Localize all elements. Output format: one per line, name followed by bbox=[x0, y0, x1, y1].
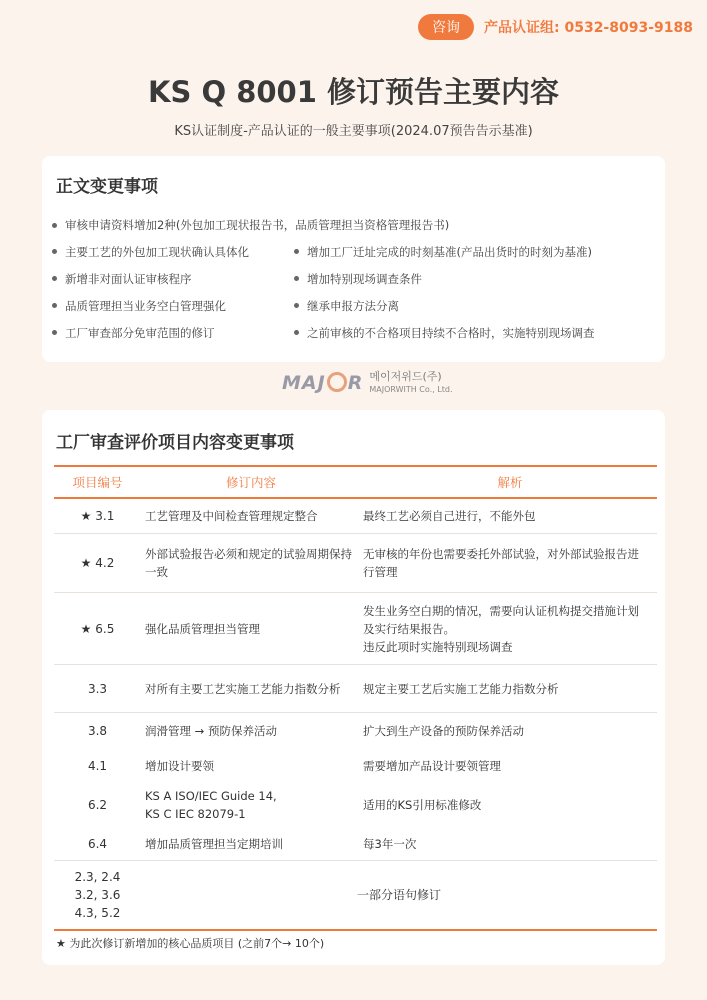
table-row bbox=[54, 861, 657, 929]
audit-changes-card bbox=[42, 410, 665, 965]
list-item: 新增非对面认证审核程序 bbox=[52, 265, 294, 292]
item-code: 6.2 bbox=[87, 798, 108, 812]
bullet-dot-icon bbox=[294, 330, 299, 335]
table-row bbox=[54, 534, 657, 593]
table-footnote: ★ 为此次修订新增加的核心品质项目 (之前7个→ 10个) bbox=[54, 929, 657, 955]
bullet-dot-icon bbox=[294, 303, 299, 308]
table-header bbox=[54, 465, 657, 499]
consult-button[interactable]: 咨询 bbox=[418, 14, 474, 40]
list-item: 审核申请资料增加2种(外包加工现状报告书，品质管理担当资格管理报告书) bbox=[52, 212, 657, 238]
item-content: 润滑管理 → 预防保养活动 bbox=[145, 723, 277, 738]
column-header: 解析 bbox=[497, 475, 523, 490]
item-content: 增加品质管理担当定期培训 bbox=[145, 836, 283, 851]
bullet-dot-icon bbox=[52, 276, 57, 281]
item-content: 增加设计要领 bbox=[145, 758, 214, 773]
item-note: 发生业务空白期的情况，需要向认证机构提交措施计划及实行结果报告。 违反此项时实施特别现场调查 bbox=[363, 603, 639, 654]
phone-number: 产品认证组: 0532-8093-9188 bbox=[484, 20, 693, 36]
item-code: 2.3, 2.4 3.2, 3.6 4.3, 5.2 bbox=[74, 870, 121, 920]
bullet-dot-icon bbox=[294, 249, 299, 254]
change-list bbox=[52, 212, 657, 346]
item-content: 外部试验报告必须和规定的试验周期保持一致 bbox=[145, 547, 352, 579]
list-item: 增加特别现场调查条件 bbox=[294, 265, 657, 292]
item-content: 对所有主要工艺实施工艺能力指数分析 bbox=[145, 681, 341, 696]
section-title: 工厂审查评价项目内容变更事项 bbox=[56, 433, 294, 453]
table-row bbox=[54, 748, 657, 783]
item-note: 规定主要工艺后实施工艺能力指数分析 bbox=[363, 681, 559, 696]
bullet-dot-icon bbox=[52, 249, 57, 254]
item-note: 需要增加产品设计要领管理 bbox=[363, 758, 501, 773]
bullet-dot-icon bbox=[52, 330, 57, 335]
item-note: 每3年一次 bbox=[363, 836, 417, 851]
item-code: 3.3 bbox=[87, 681, 108, 696]
page-title: KS Q 8001 修订预告主要内容 bbox=[147, 75, 559, 109]
list-item: 增加工厂迁址完成的时刻基准(产品出货时的时刻为基准) bbox=[294, 238, 657, 265]
column-header: 项目编号 bbox=[72, 475, 123, 490]
item-content: KS A ISO/IEC Guide 14, KS C IEC 82079-1 bbox=[145, 789, 277, 821]
item-note: 无审核的年份也需要委托外部试验，对外部试验报告进行管理 bbox=[363, 547, 639, 579]
table-row bbox=[54, 665, 657, 713]
table-row bbox=[54, 499, 657, 534]
text-changes-card bbox=[42, 156, 665, 362]
bullet-dot-icon bbox=[52, 223, 57, 228]
item-content: 工艺管理及中间检查管理规定整合 bbox=[145, 509, 318, 523]
item-note: 一部分语句修订 bbox=[356, 888, 441, 902]
logo-korean-name: 메이저위드(주) bbox=[369, 370, 442, 383]
list-item: 之前审核的不合格项目持续不合格时，实施特别现场调查 bbox=[294, 319, 657, 346]
table-row bbox=[54, 593, 657, 665]
logo-mark-icon: MAJ R bbox=[282, 372, 364, 394]
bullet-dot-icon bbox=[52, 303, 57, 308]
list-item: 继承申报方法分离 bbox=[294, 292, 657, 319]
logo-english-name: MAJORWITH Co., Ltd. bbox=[369, 385, 453, 394]
list-item: 品质管理担当业务空白管理强化 bbox=[52, 292, 294, 319]
changes-table bbox=[54, 465, 657, 955]
item-code: 6.4 bbox=[87, 836, 108, 851]
item-note: 适用的KS引用标准修改 bbox=[363, 798, 482, 812]
item-code: ★ 4.2 bbox=[80, 556, 115, 570]
item-code: ★ 6.5 bbox=[80, 621, 115, 636]
item-code: 4.1 bbox=[87, 758, 108, 773]
top-contact-bar bbox=[418, 14, 693, 40]
column-header: 修订内容 bbox=[225, 475, 276, 490]
item-content: 强化品质管理担当管理 bbox=[145, 621, 260, 636]
item-code: 3.8 bbox=[87, 723, 108, 738]
item-note: 扩大到生产设备的预防保养活动 bbox=[363, 723, 524, 738]
list-item: 主要工艺的外包加工现状确认具体化 bbox=[52, 238, 294, 265]
bullet-dot-icon bbox=[294, 276, 299, 281]
list-item: 工厂审查部分免审范围的修订 bbox=[52, 319, 294, 346]
item-code: ★ 3.1 bbox=[80, 509, 115, 523]
section-title: 正文变更事项 bbox=[56, 177, 158, 197]
page-subtitle: KS认证制度-产品认证的一般主要事项(2024.07预告告示基准) bbox=[174, 124, 533, 139]
table-row bbox=[54, 713, 657, 748]
item-note: 最终工艺必须自己进行，不能外包 bbox=[363, 509, 536, 523]
table-row bbox=[54, 827, 657, 861]
table-row bbox=[54, 783, 657, 827]
company-logo bbox=[282, 370, 453, 396]
